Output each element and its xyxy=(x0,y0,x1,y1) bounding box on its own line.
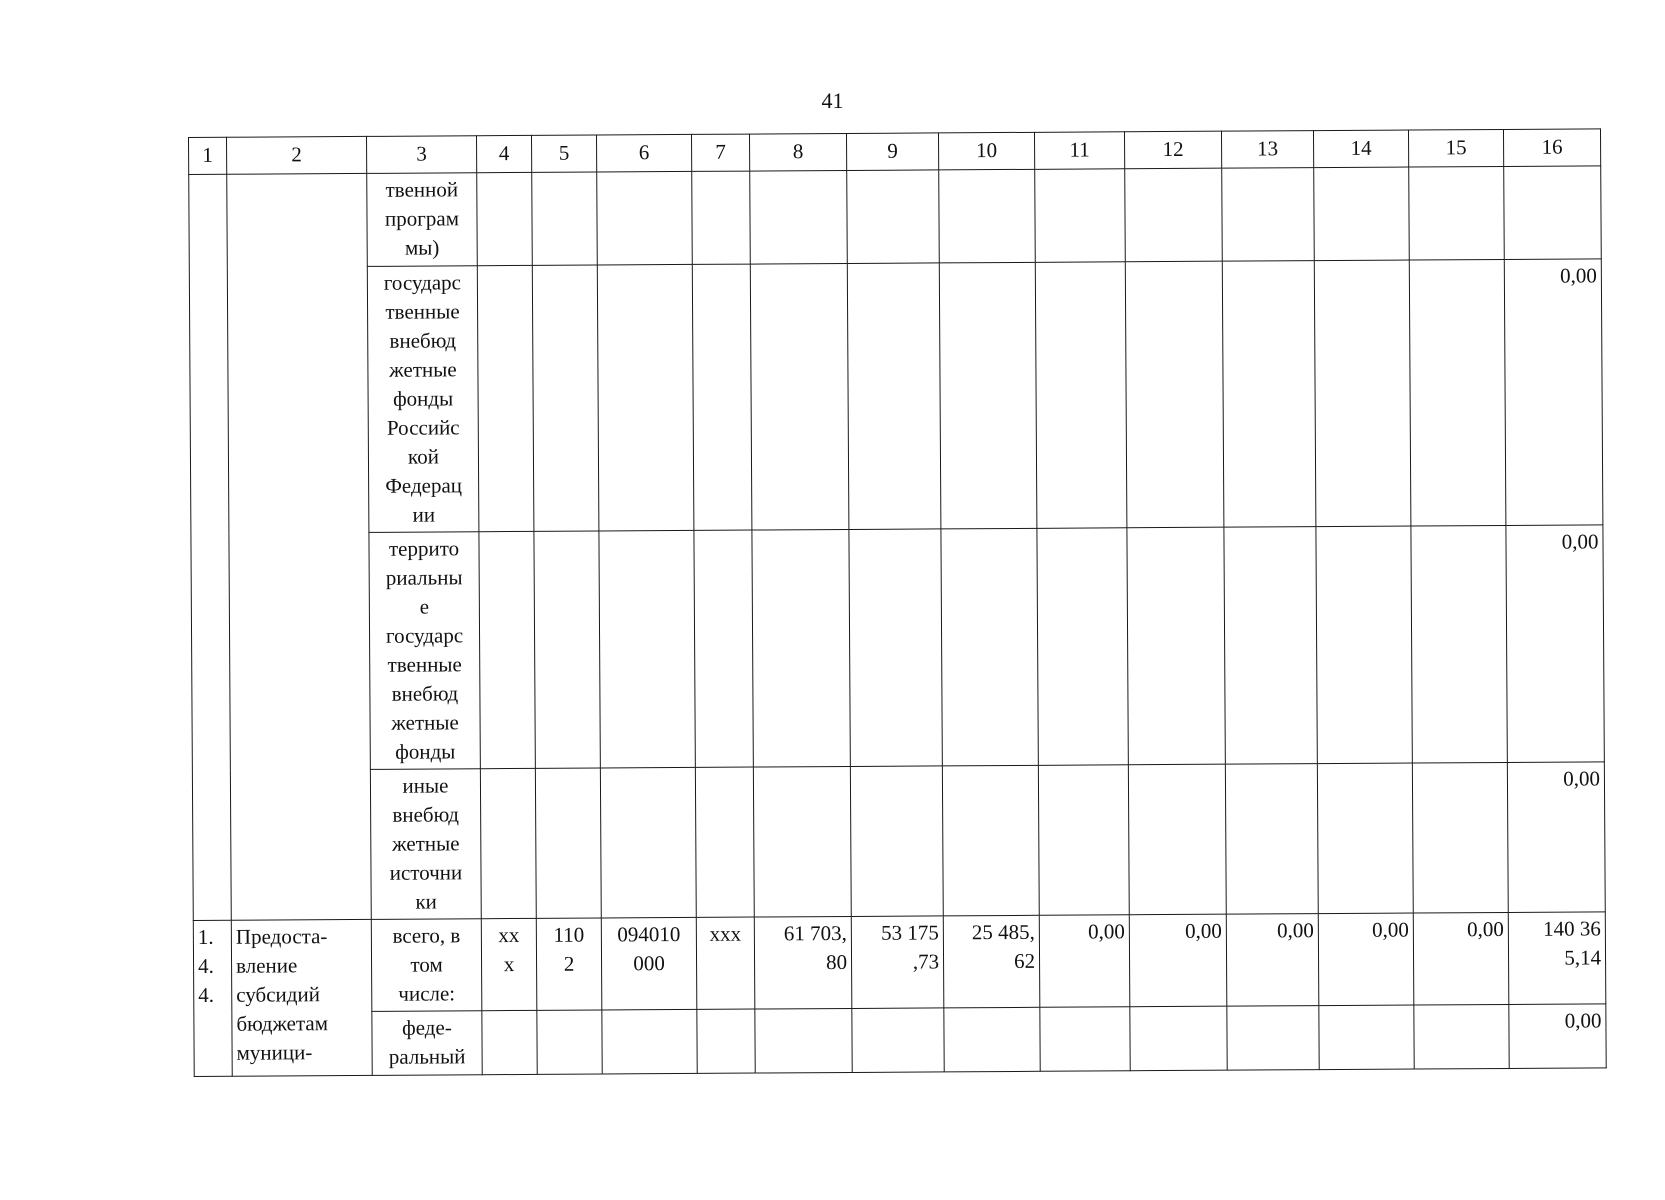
empty-cell xyxy=(753,766,851,917)
cell-source: террито риальны е государс твенные внебюд жетные фонды xyxy=(369,532,480,770)
empty-cell xyxy=(1040,1007,1130,1072)
cell-col13: 0,00 xyxy=(1226,914,1319,1007)
empty-cell xyxy=(849,529,942,767)
empty-cell xyxy=(532,265,599,531)
header-cell: 13 xyxy=(1221,131,1313,169)
empty-cell xyxy=(847,170,940,264)
cell-total: 0,00 xyxy=(1506,525,1604,763)
header-cell: 15 xyxy=(1408,129,1503,167)
cell-total: 140 36 5,14 xyxy=(1508,912,1606,1005)
header-cell: 10 xyxy=(938,132,1034,170)
cell-source: всего, в том числе: xyxy=(371,919,482,1012)
empty-cell xyxy=(1225,764,1318,915)
empty-cell xyxy=(939,169,1036,263)
empty-cell xyxy=(532,172,598,265)
empty-cell xyxy=(1314,167,1410,261)
empty-cell xyxy=(692,171,751,264)
budget-table xyxy=(188,128,1607,1077)
empty-cell xyxy=(537,1010,602,1074)
empty-cell xyxy=(750,263,849,530)
empty-cell xyxy=(1409,166,1505,260)
empty-cell xyxy=(850,766,943,917)
empty-cell xyxy=(755,1008,852,1073)
cell-number: 1. 4. 4. xyxy=(193,920,232,1076)
cell-col12: 0,00 xyxy=(1129,914,1227,1007)
cell-source: государс твенные внебюд жетные фонды Российс кой Федерац ии xyxy=(367,266,479,533)
cell-col15: 0,00 xyxy=(1413,912,1509,1005)
empty-cell xyxy=(941,528,1038,766)
cell-name-empty xyxy=(227,173,372,920)
empty-cell xyxy=(1038,765,1129,916)
cell-source: иные внебюд жетные источни ки xyxy=(370,769,481,920)
cell-source: твенной програм мы) xyxy=(367,173,478,267)
empty-cell xyxy=(477,172,533,265)
cell-total: 0,00 xyxy=(1504,259,1603,526)
empty-cell xyxy=(1412,762,1508,913)
empty-cell xyxy=(944,1007,1040,1072)
header-cell: 3 xyxy=(366,136,476,174)
cell-name: Предоста- вление субсидий бюджетам муници- xyxy=(231,919,372,1076)
cell-col6: 094010 000 xyxy=(601,917,697,1010)
empty-cell xyxy=(1222,261,1316,528)
cell-col10: 25 485, 62 xyxy=(943,915,1040,1008)
empty-cell xyxy=(534,531,600,768)
empty-cell xyxy=(1035,169,1126,263)
cell-col9: 53 175 ,73 xyxy=(851,916,944,1009)
empty-cell xyxy=(597,264,694,531)
empty-cell xyxy=(852,1008,944,1073)
empty-cell xyxy=(1314,260,1411,527)
empty-cell xyxy=(1125,261,1224,528)
empty-cell xyxy=(1127,527,1225,765)
header-cell: 2 xyxy=(227,136,367,174)
empty-cell xyxy=(1411,525,1507,763)
empty-cell xyxy=(939,262,1037,529)
cell-col7: ххх xyxy=(696,917,755,1009)
empty-cell xyxy=(692,264,752,530)
cell-col11: 0,00 xyxy=(1039,915,1130,1008)
cell-col5: 110 2 xyxy=(536,918,602,1010)
empty-cell xyxy=(1409,259,1506,526)
empty-cell xyxy=(477,265,534,531)
empty-cell xyxy=(697,1009,755,1073)
header-cell: 4 xyxy=(476,135,531,172)
header-cell: 12 xyxy=(1124,131,1221,169)
empty-cell xyxy=(752,529,850,767)
empty-cell xyxy=(750,170,848,264)
empty-cell xyxy=(942,765,1039,916)
table-row xyxy=(192,762,1605,921)
empty-cell xyxy=(847,263,941,530)
empty-cell xyxy=(535,768,601,918)
header-cell: 6 xyxy=(596,134,691,172)
empty-cell xyxy=(695,767,754,917)
empty-cell xyxy=(482,1010,537,1074)
table-row xyxy=(189,166,1602,268)
empty-cell xyxy=(1035,262,1127,529)
empty-cell xyxy=(597,171,693,265)
header-cell: 9 xyxy=(846,133,938,171)
empty-cell xyxy=(694,530,753,767)
header-cell: 1 xyxy=(189,137,227,174)
empty-cell xyxy=(1316,526,1412,764)
empty-cell xyxy=(1037,528,1128,766)
cell-source: феде- ральный xyxy=(372,1011,482,1076)
cell-total: 0,00 xyxy=(1507,762,1605,913)
header-cell: 8 xyxy=(749,133,846,171)
empty-cell xyxy=(1319,1005,1414,1070)
empty-cell xyxy=(1125,168,1223,262)
empty-cell xyxy=(1317,763,1413,914)
header-cell: 14 xyxy=(1313,130,1408,168)
page-number: 41 xyxy=(821,88,844,113)
table-row xyxy=(193,912,1606,1013)
table-row xyxy=(191,525,1604,771)
header-cell: 7 xyxy=(691,134,749,171)
empty-cell xyxy=(1227,1006,1319,1071)
header-cell: 5 xyxy=(531,135,596,172)
empty-cell xyxy=(1130,1006,1227,1071)
empty-cell xyxy=(599,530,695,768)
empty-cell xyxy=(479,531,535,768)
empty-cell xyxy=(1128,764,1226,915)
table-row xyxy=(194,1004,1606,1077)
cell-total: 0,00 xyxy=(1509,1004,1606,1069)
cell-col4: хх х xyxy=(481,918,537,1010)
empty-cell xyxy=(1224,527,1317,765)
cell-col8: 61 703, 80 xyxy=(754,916,852,1009)
header-cell: 16 xyxy=(1503,129,1600,167)
table-row xyxy=(189,259,1603,534)
empty-cell xyxy=(1222,168,1315,262)
empty-cell xyxy=(602,1009,697,1074)
empty-cell xyxy=(600,767,696,918)
header-cell: 11 xyxy=(1034,132,1124,170)
empty-cell xyxy=(1504,166,1602,260)
empty-cell xyxy=(1414,1004,1509,1069)
cell-col14: 0,00 xyxy=(1318,913,1414,1006)
cell-number-empty xyxy=(189,174,232,920)
empty-cell xyxy=(480,768,536,918)
